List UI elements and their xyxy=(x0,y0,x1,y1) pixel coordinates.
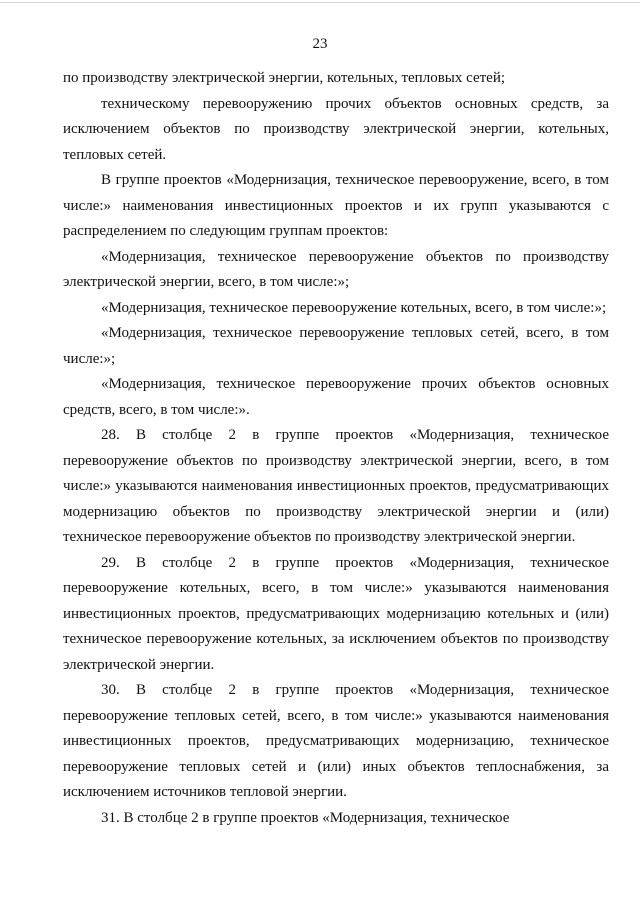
paragraph-group-boilers: «Модернизация, техническое перевооружение котельных, всего, в том числе:»; xyxy=(101,299,607,316)
paragraph-item-31: 31. В столбце 2 в группе проектов «Модернизация, техническое xyxy=(101,809,510,826)
paragraph-technical-reequipment: техническому перевооружению прочих объектов основных средств, за исключением объектов по производству электрической энергии, котельных, тепловых сетей. xyxy=(63,95,609,163)
paragraph-item-30: 30. В столбце 2 в группе проектов «Модернизация, техническое перевооружение тепловых сетей, всего, в том числе:» указываются наименования инвестиционных проектов, предусматривающих модернизацию, техническое перевооружение тепловых сетей и (или) иных объектов теплоснабжения, за исключением источников тепловой энергии. xyxy=(63,682,609,800)
paragraph-project-groups: В группе проектов «Модернизация, техническое перевооружение, всего, в том числе:» наименования инвестиционных проектов и их групп указываются с распределением по следующим группам проектов: xyxy=(63,172,609,239)
paragraph-group-other-assets: «Модернизация, техническое перевооружение прочих объектов основных средств, всего, в том числе:». xyxy=(63,376,609,418)
paragraph-group-heat-networks: «Модернизация, техническое перевооружение тепловых сетей, всего, в том числе:»; xyxy=(63,325,609,367)
document-body xyxy=(63,66,609,831)
paragraph-group-electric-energy: «Модернизация, техническое перевооружение объектов по производству электрической энергии, всего, в том числе:»; xyxy=(63,248,609,290)
paragraph-item-29: 29. В столбце 2 в группе проектов «Модернизация, техническое перевооружение котельных, всего, в том числе:» указываются наименования инвестиционных проектов, предусматривающих модернизацию котельных и (или) техническое перевооружение котельных, за исключением объектов по производству электрической энергии. xyxy=(63,554,609,673)
paragraph-continuation: по производству электрической энергии, котельных, тепловых сетей; xyxy=(63,70,506,86)
paragraph-item-28: 28. В столбце 2 в группе проектов «Модернизация, техническое перевооружение объектов по производству электрической энергии, всего, в том числе:» указываются наименования инвестиционных проектов, предусматривающих модернизацию объектов по производству электрической энергии и (или) техническое перевооружение объектов по производству электрической энергии. xyxy=(63,427,609,545)
page-number: 23 xyxy=(312,36,328,52)
scan-edge-line xyxy=(0,2,640,3)
